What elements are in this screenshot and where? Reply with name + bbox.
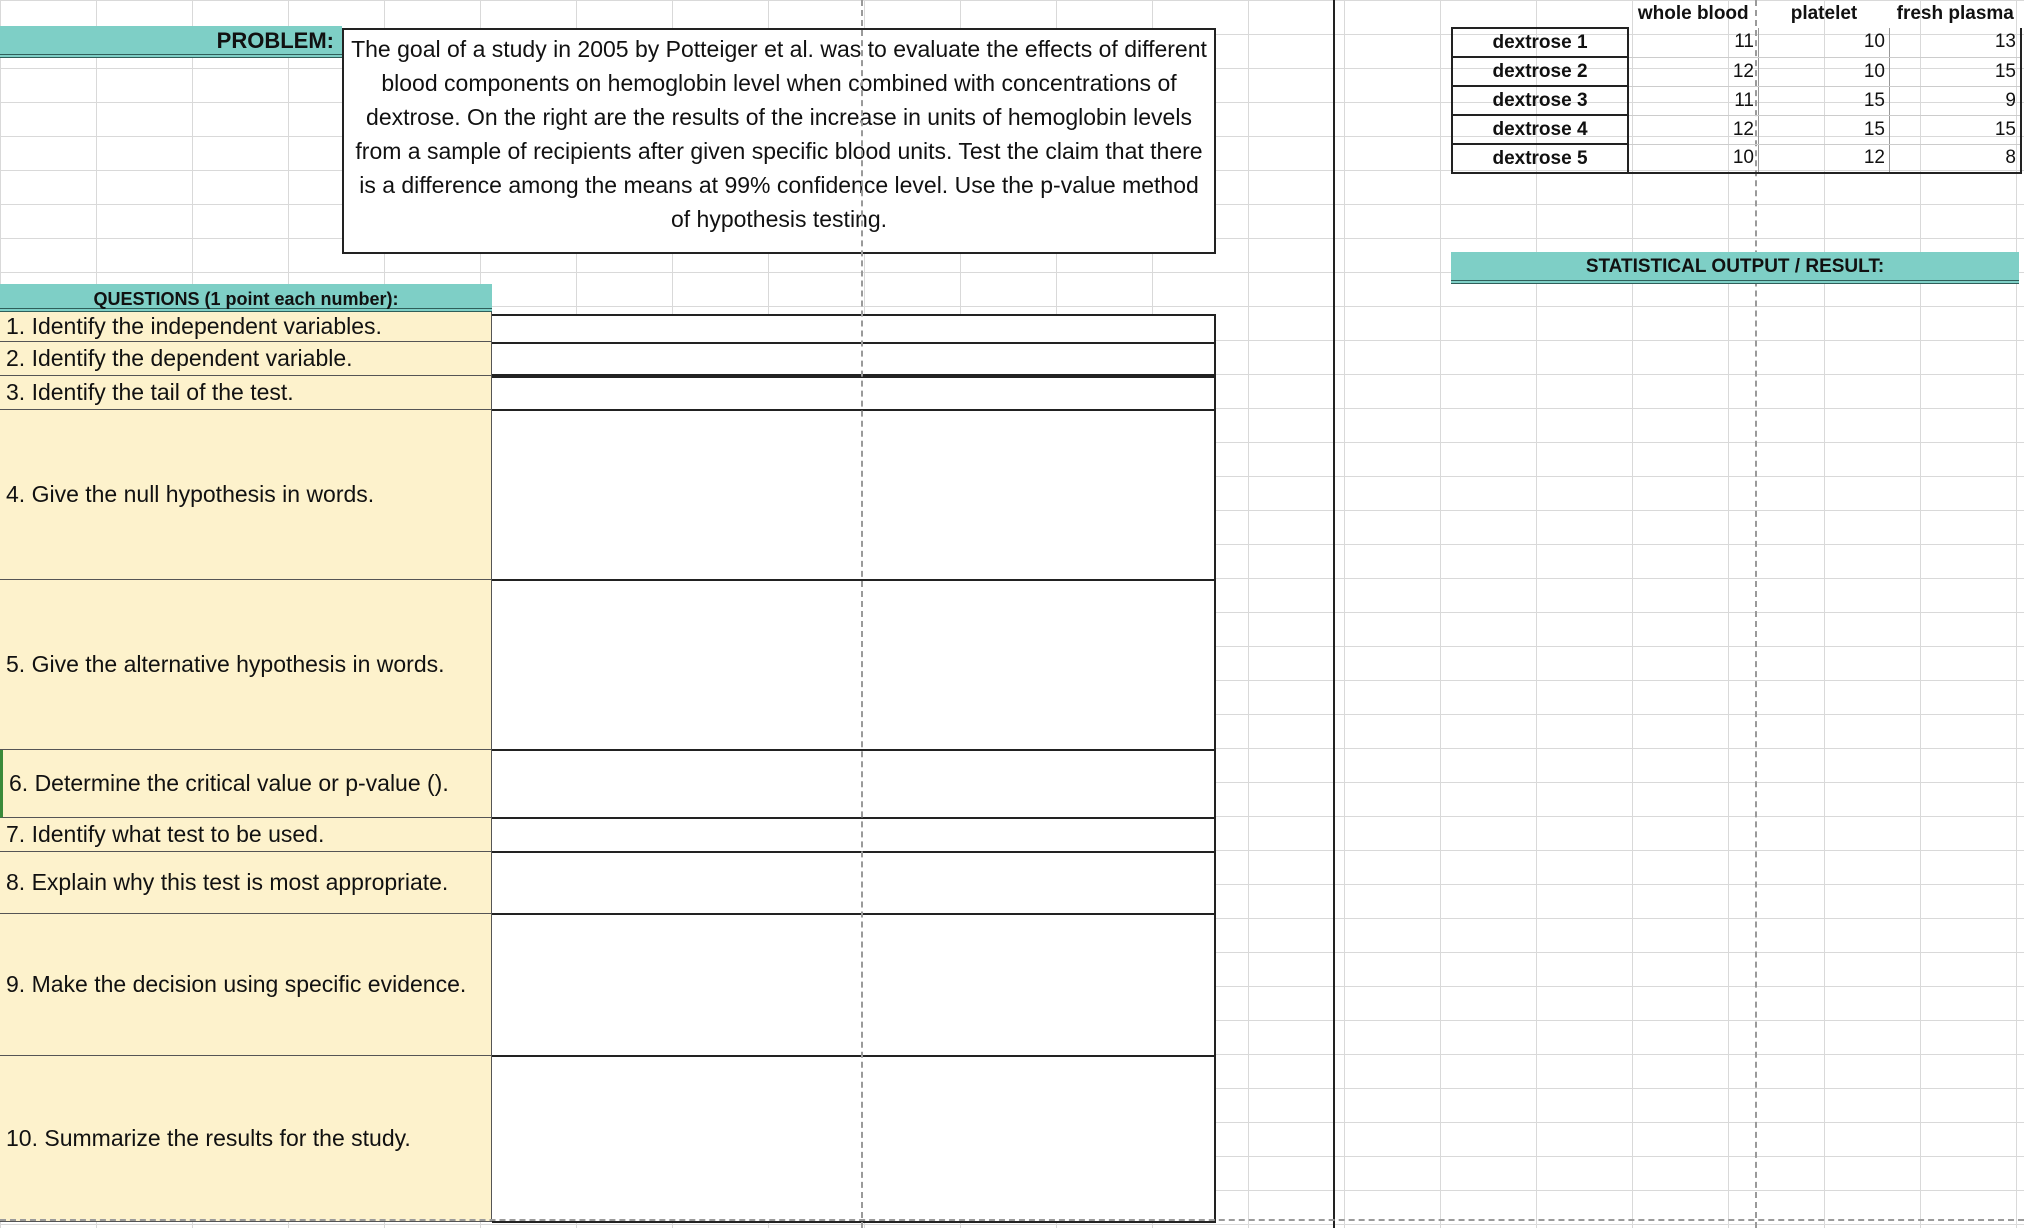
answer-box-9[interactable] [492,913,1216,1057]
answer-box-1[interactable] [492,314,1216,344]
table-row [1452,86,2021,115]
data-table [1451,0,2022,174]
page-break-vertical-1 [861,0,863,1228]
question-10[interactable]: 10. Summarize the results for the study. [0,1056,492,1222]
table-row [1452,115,2021,144]
row-label[interactable]: dextrose 4 [1452,115,1628,144]
table-cell[interactable]: 15 [1759,86,1890,115]
column-header-whole-blood[interactable]: whole blood [1637,3,1749,24]
question-8[interactable]: 8. Explain why this test is most appropriate. [0,852,492,914]
question-1[interactable]: 1. Identify the independent variables. [0,312,492,342]
column-header-fresh-plasma[interactable]: fresh plasma [1896,3,2014,24]
question-7[interactable]: 7. Identify what test to be used. [0,818,492,852]
table-cell[interactable]: 12 [1628,115,1759,144]
column-header-platelet[interactable]: platelet [1790,3,1858,24]
table-cell[interactable]: 13 [1890,28,2022,57]
answer-box-3[interactable] [492,376,1216,411]
table-row [1452,28,2021,57]
question-3[interactable]: 3. Identify the tail of the test. [0,376,492,410]
table-cell[interactable]: 15 [1890,57,2022,86]
statistical-output-header: STATISTICAL OUTPUT / RESULT: [1451,252,2019,284]
question-6[interactable]: 6. Determine the critical value or p-value (). [0,750,492,818]
table-cell[interactable]: 10 [1628,144,1759,173]
questions-header: QUESTIONS (1 point each number): [0,284,492,312]
table-cell[interactable]: 11 [1628,86,1759,115]
question-5[interactable]: 5. Give the alternative hypothesis in words. [0,580,492,750]
answer-box-4[interactable] [492,409,1216,581]
row-label[interactable]: dextrose 3 [1452,86,1628,115]
page-break-horizontal [0,1219,2024,1221]
question-2[interactable]: 2. Identify the dependent variable. [0,342,492,376]
table-cell[interactable]: 10 [1759,57,1890,86]
answer-box-8[interactable] [492,851,1216,915]
question-9[interactable]: 9. Make the decision using specific evidence. [0,914,492,1056]
answer-box-5[interactable] [492,579,1216,751]
problem-label: PROBLEM: [0,26,342,58]
problem-text-box[interactable]: The goal of a study in 2005 by Potteiger et al. was to evaluate the effects of different blood components on hemoglobin level when combined with concentrations of dextrose. On the right are the results of the increase in units of hemoglobin levels from a sample of recipients after given specific blood units. Test the claim that there is a difference among the means at 99% confidence level. Use the p-value method of hypothesis testing. [342,28,1216,254]
table-cell[interactable]: 9 [1890,86,2022,115]
table-corner [1452,0,1628,28]
table-row [1452,57,2021,86]
table-cell[interactable]: 15 [1759,115,1890,144]
table-cell[interactable]: 8 [1890,144,2022,173]
column-border-line [1333,0,1335,1228]
table-cell[interactable]: 11 [1628,28,1759,57]
answer-box-10[interactable] [492,1055,1216,1223]
table-cell[interactable]: 12 [1628,57,1759,86]
row-label[interactable]: dextrose 2 [1452,57,1628,86]
row-label[interactable]: dextrose 5 [1452,144,1628,173]
table-row [1452,144,2021,173]
answer-box-2[interactable] [492,342,1216,376]
row-label[interactable]: dextrose 1 [1452,28,1628,57]
table-cell[interactable]: 10 [1759,28,1890,57]
table-cell[interactable]: 12 [1759,144,1890,173]
answer-box-6[interactable] [492,749,1216,819]
question-4[interactable]: 4. Give the null hypothesis in words. [0,410,492,580]
page-break-vertical-2 [1755,0,1757,1228]
answer-box-7[interactable] [492,817,1216,853]
table-cell[interactable]: 15 [1890,115,2022,144]
